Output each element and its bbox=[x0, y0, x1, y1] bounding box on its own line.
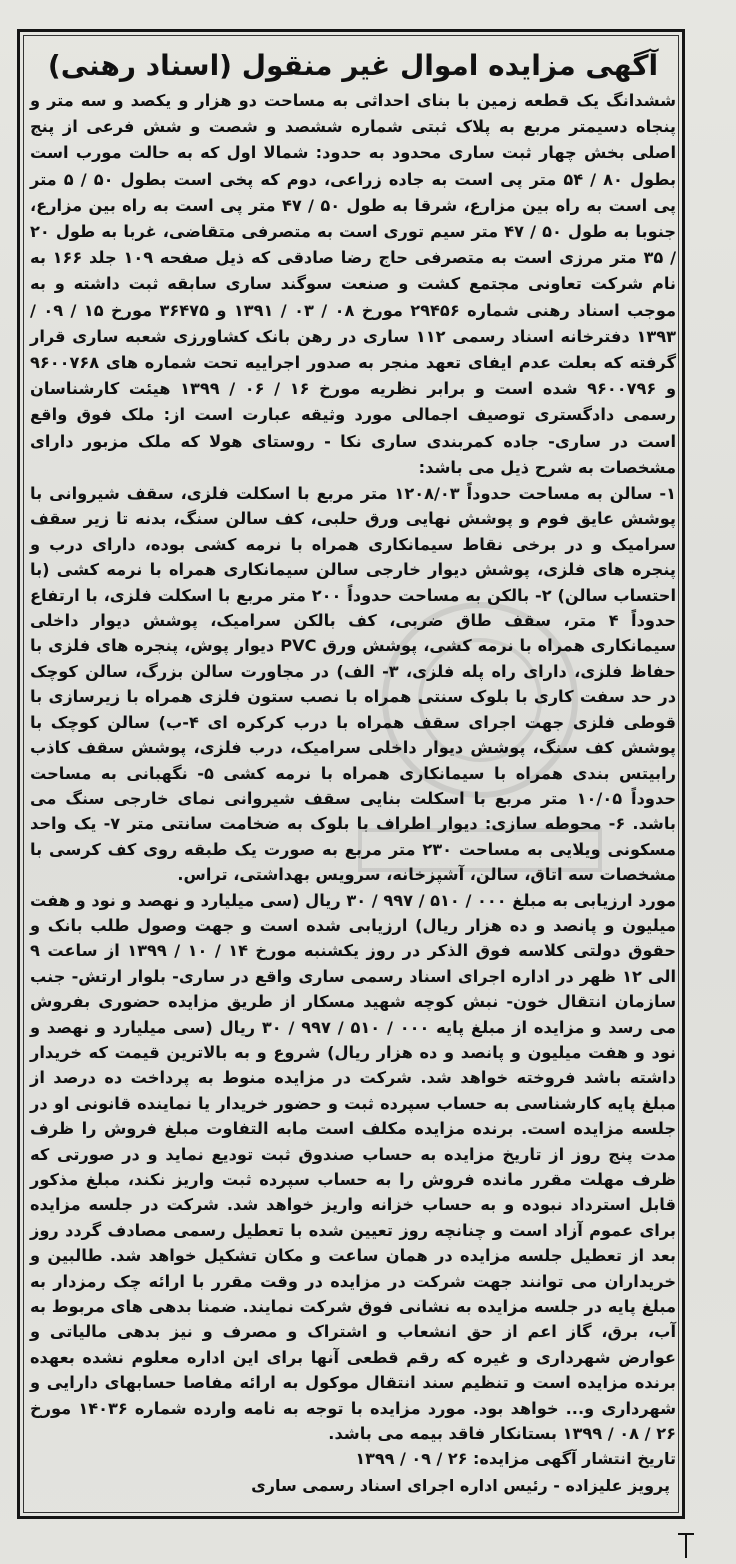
property-description-paragraph: ششدانگ یک قطعه زمین با بنای احداثی به مساحت دو هزار و یکصد و سه متر و پنجاه دسیمتر مربع به پلاک ثبتی شماره ششصد و شصت و شش فرعی از پنج اصلی بخش چهار ثبت ساری محدود به حدود: شمالا اول که به حالت مورب است بطول ۸۰ / ۵۴ متر پی است به جاده زراعی، دوم که پخی است بطول ۵۰ / ۵ متر پی است به راه بین مزارع، شرقا به طول ۵۰ / ۴۷ متر پی است به راه بین مزارع، جنوبا به طول ۵۰ / ۴۷ متر سیم توری است به متصرفی متقاضی، غربا به طول ۲۰ / ۳۵ متر مرزی است به متصرفی حاج رضا صادقی که ذیل صفحه ۱۰۹ جلد ۱۶۶ به نام شرکت تعاونی مجتمع کشت و صنعت سوگند ساری سابقه ثبت داشته و به موجب اسناد رهنی شماره ۲۹۴۵۶ مورخ ۰۸ / ۰۳ / ۱۳۹۱ و ۳۶۴۷۵ مورخ ۱۵ / ۰۹ / ۱۳۹۳ دفترخانه اسناد رسمی ۱۱۲ ساری در رهن بانک کشاورزی شعبه ساری قرار گرفته که بعلت عدم ایفای تعهد منجر به صدور اجراییه تحت شماره های ۹۶۰۰۷۶۸ و ۹۶۰۰۷۹۶ شده است و برابر نظریه مورخ ۱۶ / ۰۶ / ۱۳۹۹ هیئت کارشناسان رسمی دادگستری توصیف اجمالی مورد وثیقه عبارت است از: ملک فوق واقع است در ساری- جاده کمربندی ساری نکا - روستای هولا که ملک مزبور دارای مشخصات به شرح ذیل می باشد: bbox=[30, 91, 677, 477]
building-specs-paragraph: ۱- سالن به مساحت حدوداً ۱۲۰۸/۰۳ متر مربع با اسکلت فلزی، سقف شیروانی با پوشش عایق فوم و پوشش نهایی ورق حلبی، کف سالن سنگ، بدنه تا زیر سقف سرامیک و در برخی نقاط سیمانکاری همراه با نرمه کشی بوده، دارای درب و پنجره های فلزی، پوشش دیوار خارجی سالن سیمانکاری همراه با نرمه کشی (با احتساب سالن) ۲- بالکن به مساحت حدوداً ۲۰۰ متر مربع با اسکلت فلزی، با ارتفاع حدوداً ۴ متر، سقف طاق ضربی، کف بالکن سرامیک، پوشش دیوار داخلی سیمانکاری همراه با نرمه کشی، پوشش ورق PVC دیوار پوش، پنجره های فلزی با حفاظ فلزی، دارای راه پله فلزی، ۳- الف) در مجاورت سالن بزرگ، سالن کوچک در حد سفت کاری با بلوک سنتی همراه با نصب ستون فلزی همراه با زیرسازی با قوطی فلزی جهت اجرای سقف همراه با درب کرکره ای ۴-ب) سالن کوچک با پوشش کف سنگ، پوشش دیوار داخلی سرامیک، درب فلزی، پوشش سقف کاذب رابیتس بندی همراه با سیمانکاری همراه با نرمه کشی ۵- نگهبانی به مساحت حدوداً ۱۰/۰۵ متر مربع با اسکلت بنایی سقف شیروانی نمای خارجی سنگ می باشد. ۶- محوطه سازی: دیوار اطراف با بلوک به ضخامت سانتی متر ۷- یک واحد مسکونی ویلایی به مساحت ۲۳۰ متر مربع به صورت یک طبقه روی کف کرسی با مشخصات سه اتاق، سالن، آشپزخانه، سرویس بهداشتی، تراس. bbox=[30, 484, 677, 885]
notice-title: آگهی مزایده اموال غیر منقول (اسناد رهنی) bbox=[47, 49, 659, 82]
publish-date: تاریخ انتشار آگهی مزایده: ۲۶ / ۰۹ / ۱۳۹۹ bbox=[355, 1449, 676, 1469]
auction-terms-paragraph: مورد ارزیابی به مبلغ ۰۰۰ / ۵۱۰ / ۹۹۷ / ۳۰ ریال (سی میلیارد و نهصد و نود و هفت میلیون و پانصد و ده هزار ریال) ارزیابی شده است و جهت وصول طلب بانک و حقوق دولتی کلاسه فوق الذکر در روز یکشنبه مورخ ۱۴ / ۱۰ / ۱۳۹۹ از ساعت ۹ الی ۱۲ ظهر در اداره اجرای اسناد رسمی ساری واقع در ساری- بلوار ارتش- جنب سازمان انتقال خون- نبش کوچه شهید مسکار از طریق مزایده حضوری بفروش می رسد و مزایده از مبلغ پایه ۰۰۰ / ۵۱۰ / ۹۹۷ / ۳۰ ریال (سی میلیارد و نهصد و نود و هفت میلیون و پانصد و ده هزار ریال) شروع و به بالاترین قیمت که خریدار داشته باشد فروخته خواهد شد. شرکت در مزایده منوط به پرداخت ده درصد از مبلغ پایه کارشناسی به حساب سپرده ثبت و حضور خریدار یا نماینده قانونی او در جلسه مزایده است. برنده مزایده مکلف است مابه التفاوت مبلغ فروش را ظرف مدت پنج روز از تاریخ مزایده به حساب صندوق ثبت تودیع نماید و در صورتی که ظرف مهلت مقرر مانده فروش را به حساب سپرده ثبت واریز نکند، مبلغ مذکور قابل استرداد نبوده و به حساب خزانه واریز خواهد شد. شرکت در جلسه مزایده برای عموم آزاد است و چنانچه روز تعیین شده با تعطیل رسمی مصادف گردد روز بعد از تعطیل جلسه مزایده در همان ساعت و مکان تشکیل خواهد شد. طالبین و خریداران می توانند جهت شرکت در مزایده در وقت مقرر با ارائه چک رمزدار به مبلغ پایه در جلسه مزایده به نشانی فوق شرکت نمایند. ضمنا بدهی های مربوط به آب، برق، گاز اعم از حق انشعاب و اشتراک و مصرف و نیز بدهی مالیاتی و عوارض شهرداری و غیره که رقم قطعی آنها برای این اداره معلوم نشده بعهده برنده مزایده است و تنظیم سند انتقال موکول به ارائه مفاصا حسابهای دارایی و شهرداری و... خواهد بود. مورد مزایده با توجه به نامه وارده شماره ۱۴۰۳۶ مورخ ۲۶ / ۰۸ / ۱۳۹۹ بستانکار فاقد بیمه می باشد. bbox=[30, 890, 677, 1444]
notice-body bbox=[30, 46, 676, 1506]
signature: پرویز علیزاده - رئیس اداره اجرای اسناد رسمی ساری bbox=[251, 1476, 670, 1496]
page-corner-mark bbox=[676, 1530, 696, 1560]
